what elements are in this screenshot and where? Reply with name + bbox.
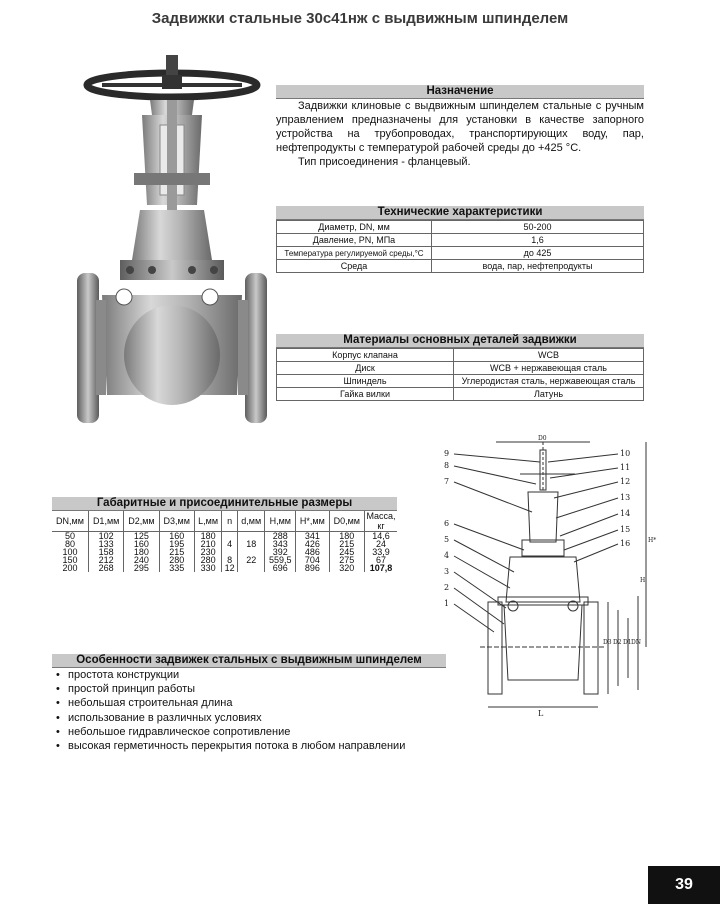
dimensions-table xyxy=(52,511,397,572)
column-header: D1,мм xyxy=(88,511,123,532)
column-header: D2,мм xyxy=(124,511,159,532)
valve-photo xyxy=(72,45,272,430)
cell: 195 xyxy=(159,540,194,548)
cell xyxy=(237,564,264,572)
cell: 150 xyxy=(62,555,78,565)
cell: 230 xyxy=(194,548,221,556)
drawing-label: 4 xyxy=(444,551,450,560)
cell: 200 xyxy=(62,563,78,573)
cell: 696 xyxy=(265,564,296,572)
material-label: Диск xyxy=(277,362,454,375)
cell: 486 xyxy=(296,548,330,556)
table-row xyxy=(277,375,644,388)
material-value: Углеродистая сталь, нержавеющая сталь xyxy=(454,375,644,388)
dimension-label: D0 xyxy=(538,435,547,442)
cell: 24 xyxy=(365,540,398,548)
material-label: Шпиндель xyxy=(277,375,454,388)
drawing-label: 3 xyxy=(444,567,450,576)
table-row xyxy=(277,362,644,375)
cell: 12 xyxy=(222,564,238,572)
spec-value: 1,6 xyxy=(432,234,644,247)
list-item: • простота конструкции xyxy=(56,668,405,682)
drawing-label: 9 xyxy=(444,449,450,458)
purpose-connection-type: Тип присоединения - фланцевый. xyxy=(298,156,471,168)
spec-label: Давление, PN, МПа xyxy=(277,234,432,247)
cell: 392 xyxy=(265,548,296,556)
table-row xyxy=(277,260,644,273)
page-title: Задвижки стальные 30с41нж с выдвижным шпинделем xyxy=(151,10,569,27)
cell: 280 xyxy=(194,556,221,564)
cell: 896 xyxy=(296,564,330,572)
spec-label: Температура регулируемой среды,°С xyxy=(277,247,432,260)
cell: 158 xyxy=(88,548,123,556)
spec-label: Диаметр, DN, мм xyxy=(277,221,432,234)
cell: 295 xyxy=(124,564,159,572)
column-header: n xyxy=(222,511,238,532)
column-header: L,мм xyxy=(194,511,221,532)
spec-label: Среда xyxy=(277,260,432,273)
cell: 559,5 xyxy=(265,556,296,564)
table-row xyxy=(277,247,644,260)
material-value: WCB + нержавеющая сталь xyxy=(454,362,644,375)
material-label: Корпус клапана xyxy=(277,349,454,362)
column-header: H,мм xyxy=(265,511,296,532)
column-header: H*,мм xyxy=(296,511,330,532)
cell: 18 xyxy=(237,540,264,548)
cell: 343 xyxy=(265,540,296,548)
cell: 33,9 xyxy=(365,548,398,556)
cell: 426 xyxy=(296,540,330,548)
drawing-label: 2 xyxy=(444,583,450,592)
table-header-row xyxy=(52,511,397,532)
column-header: Масса, кг xyxy=(366,511,396,531)
purpose-paragraph: Задвижки клиновые с выдвижным шпинделем стальные с ручным управлением предназначены для установки в качестве запорного устройства на трубопроводах, транспортирующих воду, пар, нефтепродукты с температурой рабочей среды до +425 °С. xyxy=(276,100,644,154)
cell: 125 xyxy=(124,532,159,541)
column-header: DN,мм xyxy=(52,511,88,532)
drawing-label: 14 xyxy=(620,509,631,518)
drawing-label: 16 xyxy=(620,539,631,548)
cell: 215 xyxy=(159,548,194,556)
dimensions-heading: Габаритные и присоединительные размеры xyxy=(52,497,397,511)
cell: 22 xyxy=(237,556,264,564)
drawing-label: 15 xyxy=(620,525,631,534)
spec-value: 50-200 xyxy=(432,221,644,234)
cell: 67 xyxy=(365,556,398,564)
cell: 100 xyxy=(62,547,78,557)
purpose-heading: Назначение xyxy=(276,85,644,99)
purpose-text xyxy=(276,99,644,169)
column-header: D0,мм xyxy=(329,511,364,532)
cell: 341 xyxy=(296,532,330,541)
page-number: 39 xyxy=(648,866,720,904)
valve-drawing xyxy=(440,432,660,722)
materials-heading: Материалы основных деталей задвижки xyxy=(276,334,644,348)
cell: 160 xyxy=(159,532,194,541)
spec-value: до 425 xyxy=(432,247,644,260)
cell: 210 xyxy=(194,540,221,548)
cell: 160 xyxy=(124,540,159,548)
cell: 240 xyxy=(124,556,159,564)
drawing-label: 7 xyxy=(444,477,450,486)
table-row xyxy=(277,388,644,401)
list-item: • небольшое гидравлическое сопротивление xyxy=(56,725,405,739)
list-item: • высокая герметичность перекрытия потока в любом направлении xyxy=(56,739,405,753)
list-item: • использование в различных условиях xyxy=(56,711,405,725)
cell: 320 xyxy=(329,564,364,572)
features-list xyxy=(56,668,405,753)
dimension-label: D3 xyxy=(603,639,612,646)
cell: 268 xyxy=(88,564,123,572)
dimension-label: D2 xyxy=(613,639,622,646)
cell: 80 xyxy=(64,539,75,549)
dimension-label: D1 xyxy=(623,639,632,646)
drawing-label: 6 xyxy=(444,519,450,528)
cell: 4 xyxy=(222,540,238,548)
dimension-label: L xyxy=(538,709,544,718)
cell: 330 xyxy=(194,564,221,572)
spec-value: вода, пар, нефтепродукты xyxy=(432,260,644,273)
cell: 275 xyxy=(329,556,364,564)
specs-heading: Технические характеристики xyxy=(276,206,644,220)
cell: 180 xyxy=(194,532,221,541)
cell: 215 xyxy=(329,540,364,548)
cell: 335 xyxy=(159,564,194,572)
drawing-label: 12 xyxy=(620,477,631,486)
cell: 180 xyxy=(329,532,364,541)
material-value: Латунь xyxy=(454,388,644,401)
cell: 280 xyxy=(159,556,194,564)
material-value: WCB xyxy=(454,349,644,362)
list-item: • простой принцип работы xyxy=(56,682,405,696)
materials-table xyxy=(276,348,644,401)
specs-table xyxy=(276,220,644,273)
cell: 8 xyxy=(222,556,238,564)
list-item: • небольшая строительная длина xyxy=(56,696,405,710)
table-row xyxy=(52,564,397,572)
cell: 133 xyxy=(88,540,123,548)
column-header: D3,мм xyxy=(159,511,194,532)
table-row xyxy=(277,221,644,234)
cell: 107,8 xyxy=(365,564,398,572)
cell: 14,6 xyxy=(365,532,398,541)
table-row xyxy=(277,349,644,362)
drawing-label: 13 xyxy=(620,493,631,502)
cell: 102 xyxy=(88,532,123,541)
drawing-label: 11 xyxy=(620,463,631,472)
cell: 180 xyxy=(124,548,159,556)
dimension-label: H xyxy=(640,577,646,584)
drawing-label: 5 xyxy=(444,535,450,544)
drawing-label: 8 xyxy=(444,461,450,470)
column-header: d,мм xyxy=(237,511,264,532)
cell: 50 xyxy=(64,531,75,541)
cell: 704 xyxy=(296,556,330,564)
drawing-label: 1 xyxy=(444,599,450,608)
cell: 245 xyxy=(329,548,364,556)
cell: 288 xyxy=(265,532,296,541)
drawing-label: 10 xyxy=(620,449,631,458)
features-heading: Особенности задвижек стальных с выдвижным шпинделем xyxy=(52,654,446,668)
table-row xyxy=(277,234,644,247)
dimension-label: DN xyxy=(631,639,642,646)
material-label: Гайка вилки xyxy=(277,388,454,401)
cell: 212 xyxy=(88,556,123,564)
dimension-label: H* xyxy=(648,537,657,544)
